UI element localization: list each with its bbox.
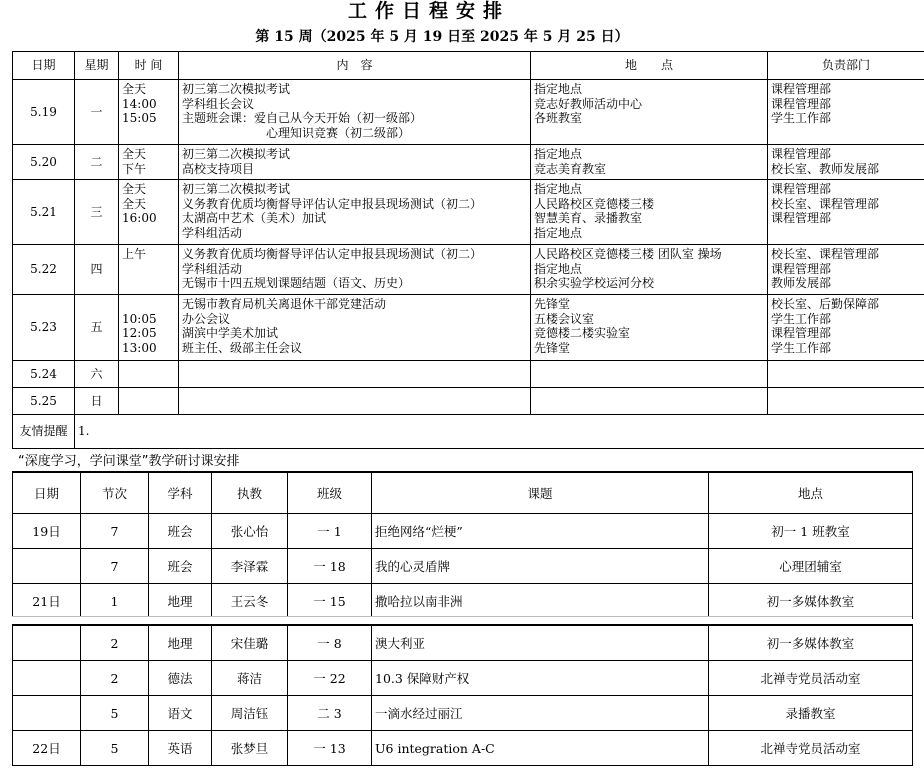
header-period: 节次 — [81, 472, 149, 514]
research-section-title: “深度学习，学问课堂”教学研讨课安排 — [18, 454, 240, 469]
row-date: 5.22 — [13, 245, 75, 295]
row-weekday: 六 — [75, 361, 119, 388]
reminder-label: 友情提醒 — [13, 415, 75, 449]
header-date: 日期 — [13, 52, 75, 80]
table-row: 19日 7 班会 张心怡 一 1 拒绝网络“烂梗” 初一 1 班教室 — [13, 514, 913, 549]
row-times: 全天 下午 — [119, 145, 179, 180]
row-weekday: 日 — [75, 388, 119, 415]
row-weekday: 三 — [75, 180, 119, 245]
row-depts: 校长室、课程管理部 课程管理部 教师发展部 — [768, 245, 924, 295]
row-date: 5.19 — [13, 80, 75, 145]
row-date: 5.25 — [13, 388, 75, 415]
row-depts: 校长室、后勤保障部 学生工作部 课程管理部 学生工作部 — [768, 295, 924, 361]
schedule-row — [13, 245, 924, 295]
page-title: 工作日程安排 — [347, 0, 510, 22]
research-table-page2 — [12, 624, 913, 766]
row-locations: 人民路校区竞德楼三楼 团队室 操场 指定地点 积余实验学校运河分校 — [531, 245, 768, 295]
row-content: 初三第二次模拟考试 学科组长会议 主题班会课：爱自己从今天开始（初一级部） 心理知识竞赛（初二级部） — [179, 80, 531, 145]
schedule-row — [13, 295, 924, 361]
row-weekday: 四 — [75, 245, 119, 295]
reminder-row — [13, 415, 924, 449]
row-weekday: 二 — [75, 145, 119, 180]
row-date: 5.20 — [13, 145, 75, 180]
row-date: 5.24 — [13, 361, 75, 388]
row-date: 5.21 — [13, 180, 75, 245]
row-depts: 课程管理部 课程管理部 学生工作部 — [768, 80, 924, 145]
header-dept: 负责部门 — [768, 52, 924, 80]
row-content: 无锡市教育局机关离退休干部党建活动 办公会议 湖滨中学美术加试 班主任、级部主任会议 — [179, 295, 531, 361]
schedule-row — [13, 388, 924, 415]
header-date: 日期 — [13, 472, 81, 514]
row-locations: 指定地点 竞志好教师活动中心 各班教室 — [531, 80, 768, 145]
header-topic: 课题 — [372, 472, 709, 514]
row-weekday: 五 — [75, 295, 119, 361]
header-subject: 学科 — [149, 472, 212, 514]
table-row: 21日 1 地理 王云冬 一 15 撒哈拉以南非洲 初一多媒体教室 — [13, 584, 913, 619]
schedule-row — [13, 145, 924, 180]
schedule-row — [13, 80, 924, 145]
header-teacher: 执教 — [212, 472, 288, 514]
row-content: 初三第二次模拟考试 义务教育优质均衡督导评估认定申报县现场测试（初二） 太湖高中艺术（美术）加试 学科组活动 — [179, 180, 531, 245]
research-table-page1 — [12, 471, 913, 619]
reminder-text: 1. — [75, 415, 924, 449]
table-row: 5 语文 周洁钰 二 3 一滴水经过丽江 录播教室 — [13, 696, 913, 731]
table-row: 2 德法 蒋洁 一 22 10.3 保障财产权 北禅寺党员活动室 — [13, 661, 913, 696]
table-row: 7 班会 李泽霖 一 18 我的心灵盾牌 心理团辅室 — [13, 549, 913, 584]
row-depts: 课程管理部 校长室、课程管理部 课程管理部 — [768, 180, 924, 245]
header-time: 时 间 — [119, 52, 179, 80]
row-content: 义务教育优质均衡督导评估认定申报县现场测试（初二） 学科组活动 无锡市十四五规划课题结题（语文、历史） — [179, 245, 531, 295]
row-locations: 先锋堂 五楼会议室 竞德楼二楼实验室 先锋堂 — [531, 295, 768, 361]
table-row: 2 地理 宋佳璐 一 8 澳大利亚 初一多媒体教室 — [13, 625, 913, 661]
row-times: 10:05 12:05 13:00 — [119, 295, 179, 361]
header-location: 地点 — [709, 472, 913, 514]
row-date: 5.23 — [13, 295, 75, 361]
header-location: 地 点 — [531, 52, 768, 80]
schedule-table — [12, 51, 924, 449]
schedule-row — [13, 361, 924, 388]
header-class: 班级 — [288, 472, 372, 514]
header-weekday: 星期 — [75, 52, 119, 80]
table-row: 22日 5 英语 张梦旦 一 13 U6 integration A-C 北禅寺党员活动室 — [13, 731, 913, 766]
row-times: 全天 14:00 15:05 — [119, 80, 179, 145]
row-times: 全天 全天 16:00 — [119, 180, 179, 245]
row-times: 上午 — [119, 245, 179, 295]
row-content: 初三第二次模拟考试 高校支持项目 — [179, 145, 531, 180]
row-locations: 指定地点 人民路校区竞德楼三楼 智慧美育、录播教室 指定地点 — [531, 180, 768, 245]
research-header-row — [13, 472, 913, 514]
schedule-header-row — [13, 52, 924, 80]
row-locations: 指定地点 竞志美育教室 — [531, 145, 768, 180]
header-content: 内 容 — [179, 52, 531, 80]
week-subtitle: 第 15 周（2025 年 5 月 19 日至 2025 年 5 月 25 日） — [255, 29, 629, 45]
row-depts: 课程管理部 校长室、教师发展部 — [768, 145, 924, 180]
schedule-row — [13, 180, 924, 245]
row-weekday: 一 — [75, 80, 119, 145]
